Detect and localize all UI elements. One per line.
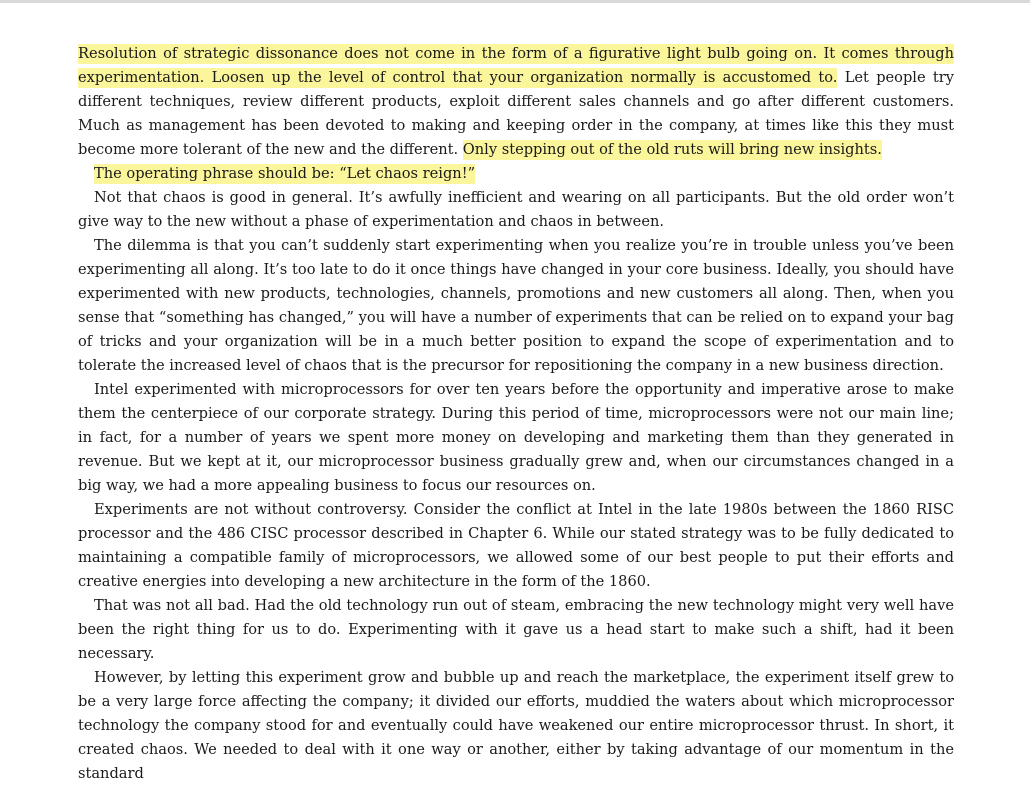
highlighted-text: The operating phrase should be: “Let chaos reign!” xyxy=(94,165,476,182)
body-text: However, by letting this experiment grow and bubble up and reach the marketplace, the experiment itself grew to be a very large force affecting the company; it divided our efforts, muddied the waters about which microprocessor technology the company stood for and eventually could have weakened our entire microprocessor thrust. In short, it created chaos. We needed to deal with it one way or another, either by taking advantage of our momentum in the standard xyxy=(78,669,954,782)
body-text: Let people try different techniques, review different products, exploit different sales channels and go after different customers. Much as management has been devoted to making and keeping order in the company, at times like this they must become more tolerant of the new and the different. xyxy=(78,69,954,158)
paragraph xyxy=(78,234,954,378)
paragraph xyxy=(78,186,954,234)
body-text: Not that chaos is good in general. It’s awfully inefficient and wearing on all participants. But the old order won’t give way to the new without a phase of experimentation and chaos in between. xyxy=(78,189,954,230)
paragraph xyxy=(78,498,954,594)
paragraph xyxy=(78,162,954,186)
highlighted-text: Only stepping out of the old ruts will bring new insights. xyxy=(462,141,882,158)
body-text: That was not all bad. Had the old technology run out of steam, embracing the new technology might very well have been the right thing for us to do. Experimenting with it gave us a head start to make such a shift, had it been necessary. xyxy=(78,597,954,662)
highlighted-text: Resolution of strategic dissonance does not come in the form of a figurative light bulb going on. It comes through experimentation. Loosen up the level of control that your organization normally is accustomed to. xyxy=(78,45,954,86)
paragraph xyxy=(78,594,954,666)
body-text: The dilemma is that you can’t suddenly start experimenting when you realize you’re in trouble unless you’ve been experimenting all along. It’s too late to do it once things have changed in your core business. Ideally, you should have experimented with new products, technologies, channels, promotions and new customers all along. Then, when you sense that “something has changed,” you will have a number of experiments that can be relied on to expand your bag of tricks and your organization will be in a much better position to expand the scope of experimentation and to tolerate the increased level of chaos that is the precursor for repositioning the company in a new business direction. xyxy=(78,237,954,374)
body-text: Experiments are not without controversy. Consider the conflict at Intel in the late 1980s between the 1860 RISC processor and the 486 CISC processor described in Chapter 6. While our stated strategy was to be fully dedicated to maintaining a compatible family of microprocessors, we allowed some of our best people to put their efforts and creative energies into developing a new architecture in the form of the 1860. xyxy=(78,501,954,590)
paragraph xyxy=(78,666,954,786)
paragraph xyxy=(78,42,954,162)
top-border xyxy=(0,0,1030,3)
paragraph xyxy=(78,378,954,498)
body-text: Intel experimented with microprocessors for over ten years before the opportunity and imperative arose to make them the centerpiece of our corporate strategy. During this period of time, microprocessors were not our main line; in fact, for a number of years we spent more money on developing and marketing them than they generated in revenue. But we kept at it, our microprocessor business gradually grew and, when our circumstances changed in a big way, we had a more appealing business to focus our resources on. xyxy=(78,381,954,494)
document-page xyxy=(78,42,954,782)
